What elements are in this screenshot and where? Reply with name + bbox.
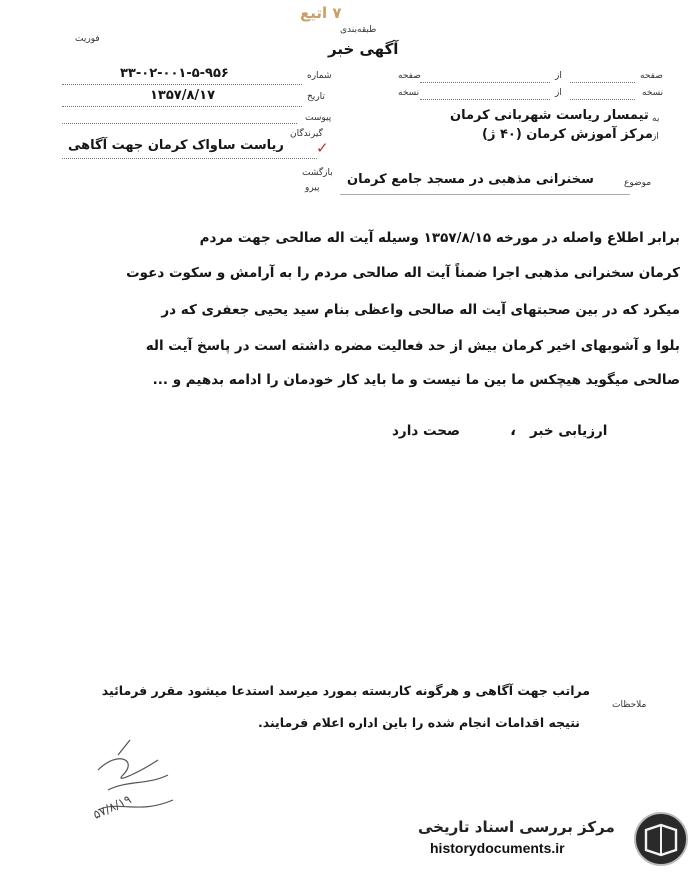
subject-value: سخنرانی مذهبی در مسجد جامع کرمان [347,172,594,187]
urgency-label: فوریت [75,34,100,44]
from-label-2: از [555,88,562,98]
page-label: صفحه [640,71,663,81]
recipients-value: ریاست ساواک کرمان جهت آگاهی [68,138,284,153]
body-line-5: صالحی میگوید هیچکس ما بین ما نیست و ما باید کار خودمان را ادامه بدهیم و ... [152,372,680,388]
watermark-url: historydocuments.ir [430,840,565,856]
from-label-3: از [652,132,659,142]
stamp-mark: ۷ اتیع [300,4,342,22]
body-line-3: میکرد که در بین صحبتهای آیت اله صالحی واعظی بنام سید یحیی جعفری که در [161,302,680,318]
to-value: تیمسار ریاست شهربانی کرمان [450,108,649,123]
watermark-title: مرکز بررسی اسناد تاریخی [418,818,615,836]
date-value: ۱۳۵۷/۸/۱۷ [150,88,216,103]
document-title: آگهی خبر [328,40,399,58]
from-label-1: از [555,71,562,81]
number-value: ۳۳-۰۲-۰۰۱-۵-۹۵۶ [120,66,229,81]
copy-label: نسخه [642,88,664,98]
number-label: شماره [307,71,332,81]
reference-label: بازگشت [302,168,333,178]
body-line-2: کرمان سخنرانی مذهبی اجرا ضمناً آیت اله صالحی مردم را به آرامش و سکوت دعوت [126,265,680,281]
body-line-4: بلوا و آشوبهای اخیر کرمان بیش از حد فعالیت مضره داشته است در پاسخ آیت اله [145,338,680,354]
subject-label: موضوع [624,178,652,188]
assessment-value: صحت دارد [392,423,461,439]
signature-scribble [78,730,198,840]
assessment-label: ارزیابی خبر [530,423,608,439]
red-check-mark: ✓ [316,139,329,157]
recipients-label: گیرندگان [290,129,323,139]
date-label: تاریخ [307,92,325,102]
to-prefix: به [652,114,660,124]
page-label-2: صفحه [398,71,421,81]
classification-label: طبقه‌بندی [340,25,377,35]
remarks-label: ملاحظات [612,700,647,710]
copy-label-2: نسخه [398,88,420,98]
archive-logo-icon [632,810,690,868]
signature-date: ۵۷/۸/۱۹ [90,792,134,822]
follow-label: پیرو [305,183,320,193]
remarks-line-2: نتیجه اقدامات انجام شده را باین اداره اعلام فرمایند. [257,715,580,730]
from-value: مرکز آموزش کرمان (۴۰ ژ) [482,127,653,142]
attachment-label: پیوست [305,113,332,123]
body-line-1: برابر اطلاع واصله در مورخه ۱۳۵۷/۸/۱۵ وسیله آیت اله صالحی جهت مردم [199,230,680,246]
remarks-line-1: مراتب جهت آگاهی و هرگونه کاربسته بمورد میرسد استدعا میشود مقرر فرمائید [101,683,590,698]
